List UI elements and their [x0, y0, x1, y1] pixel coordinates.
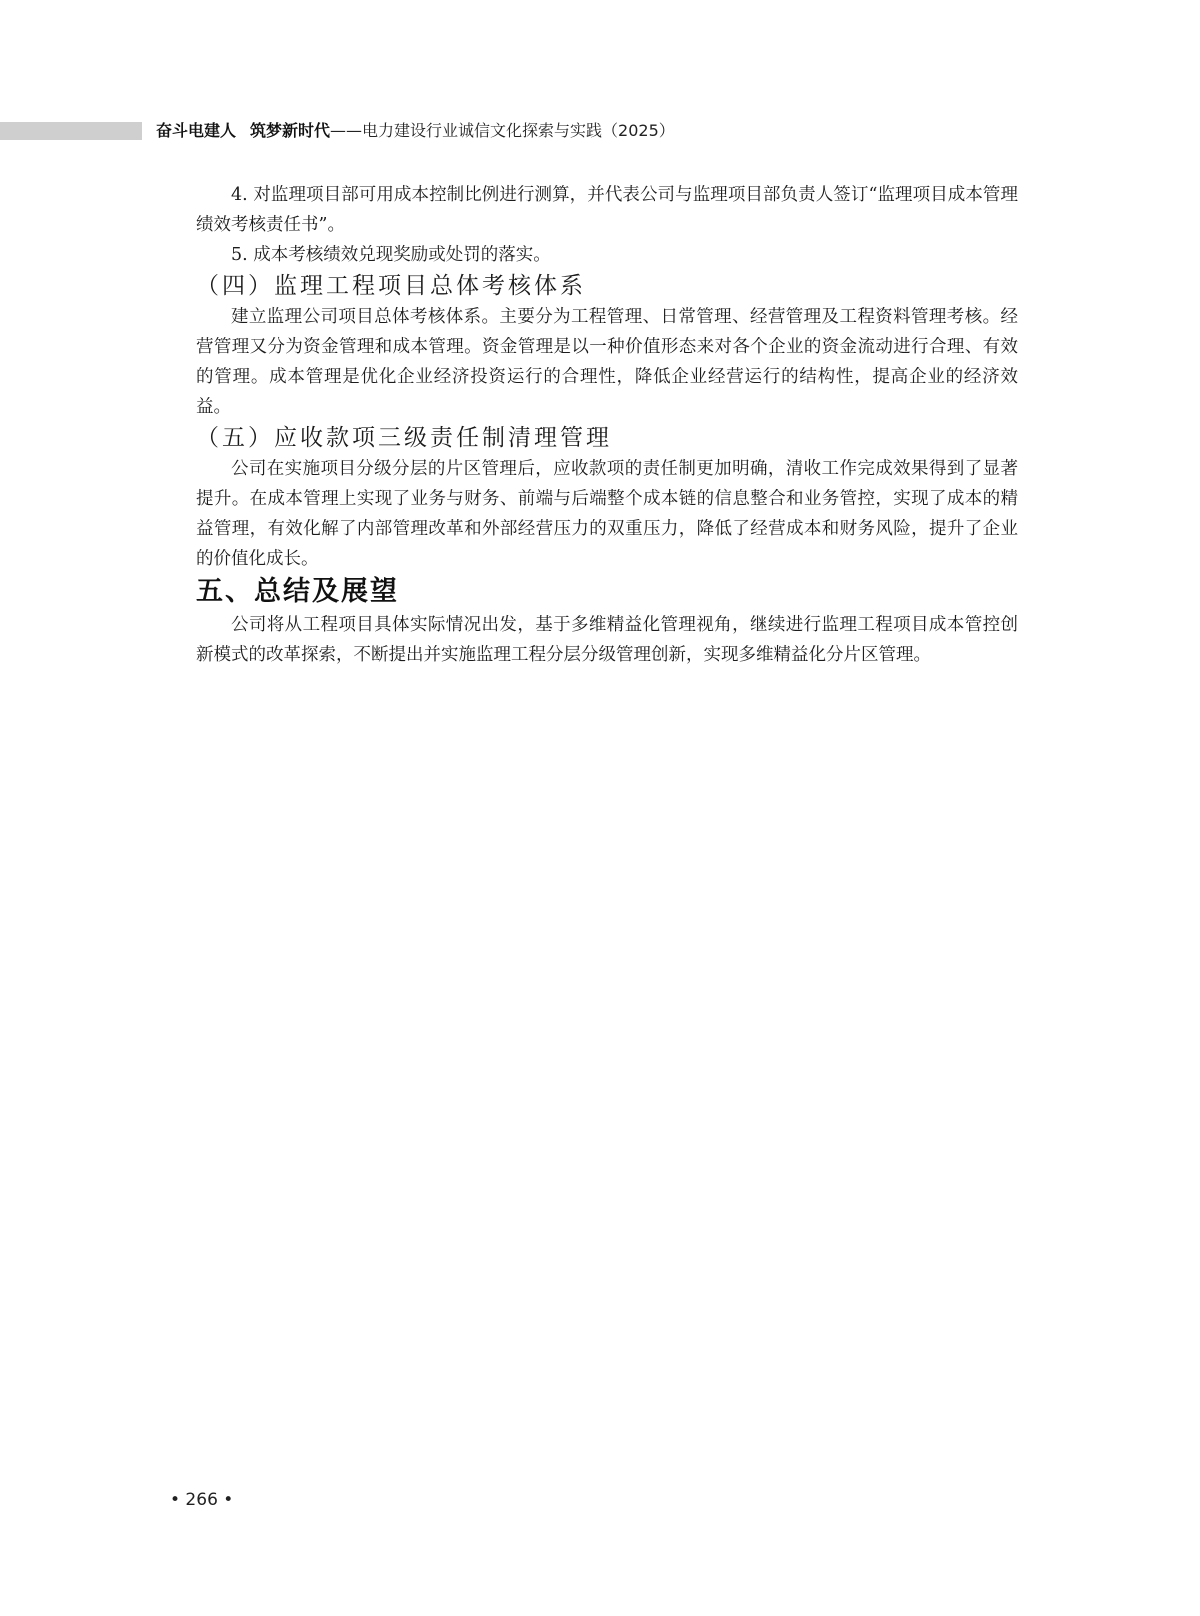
- subsection-5-paragraph: 公司在实施项目分级分层的片区管理后，应收款项的责任制更加明确，清收工作完成效果得到了显著提升。在成本管理上实现了业务与财务、前端与后端整个成本链的信息整合和业务管控，实现了成本的精益管理，有效化解了内部管理改革和外部经营压力的双重压力，降低了经营成本和财务风险，提升了企业的价值化成长。: [196, 459, 1018, 569]
- subsection-5-heading: （五）应收款项三级责任制清理管理: [196, 425, 612, 451]
- header-title: [156, 118, 675, 144]
- section-5-paragraph: 公司将从工程项目具体实际情况出发，基于多维精益化管理视角，继续进行监理工程项目成本管控创新模式的改革探索，不断提出并实施监理工程分层分级管理创新，实现多维精益化分片区管理。: [196, 615, 1018, 665]
- header-decor-bar: [0, 122, 142, 140]
- section-5-heading: 五、总结及展望: [196, 576, 399, 607]
- page-number: • 266 •: [170, 1490, 234, 1510]
- page-content: [196, 180, 1018, 670]
- subsection-4-heading: （四）监理工程项目总体考核体系: [196, 273, 586, 299]
- header-title-part-2: 筑梦新时代: [250, 121, 331, 140]
- subsection-4-paragraph: 建立监理公司项目总体考核体系。主要分为工程管理、日常管理、经营管理及工程资料管理考核。经营管理又分为资金管理和成本管理。资金管理是以一种价值形态来对各个企业的资金流动进行合理、有效的管理。成本管理是优化企业经济投资运行的合理性，降低企业经营运行的结构性，提高企业的经济效益。: [196, 307, 1018, 417]
- list-item-5: 5. 成本考核绩效兑现奖励或处罚的落实。: [231, 245, 551, 265]
- list-item-4: 4. 对监理项目部可用成本控制比例进行测算，并代表公司与监理项目部负责人签订“监理项目成本管理绩效考核责任书”。: [196, 185, 1018, 235]
- running-header: [0, 118, 1200, 146]
- header-title-part-1: 奋斗电建人: [156, 121, 237, 140]
- header-subtitle: ——电力建设行业诚信文化探索与实践（2025）: [330, 121, 675, 140]
